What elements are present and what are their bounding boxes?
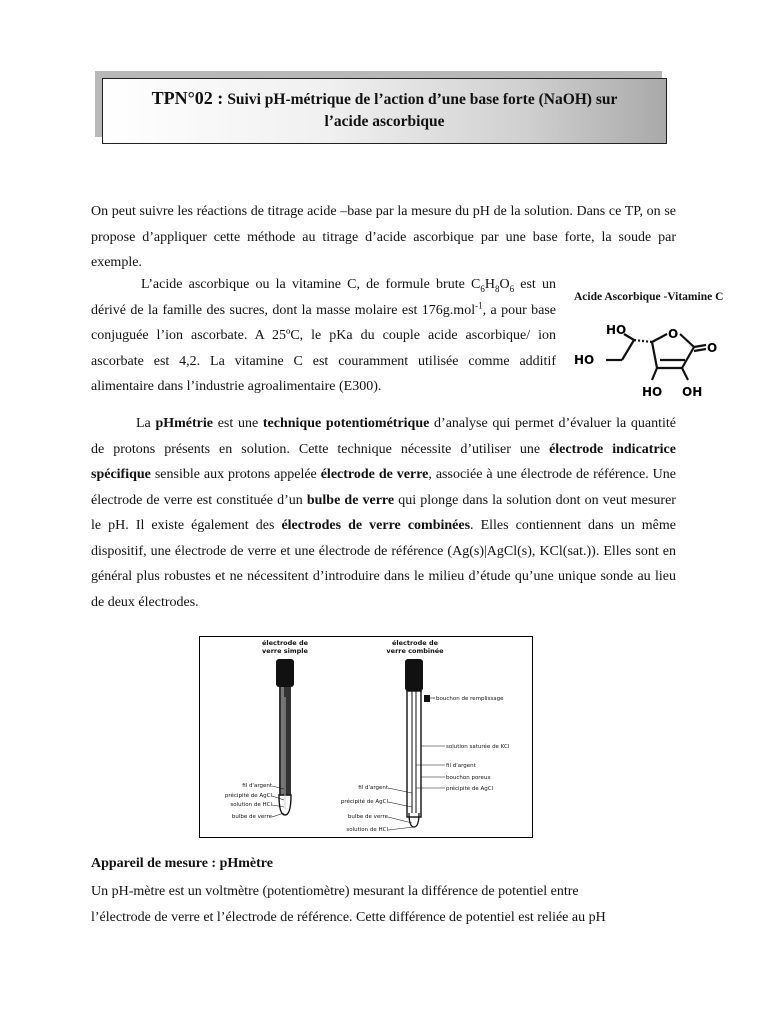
formula-text-a: L’acide ascorbique ou la vitamine C, de formule brute C	[141, 277, 481, 292]
simple-title-2: verre simple	[262, 647, 308, 655]
bold-term: électrode indicatrice spécifique	[91, 441, 676, 482]
mol-oh-right: OH	[682, 385, 703, 399]
label-agcl-1: précipité de AgCl	[224, 793, 272, 799]
formula-h: H	[484, 277, 495, 292]
formula-sub-o: 6	[509, 283, 515, 294]
text-segment: sensible aux protons appelée	[150, 467, 321, 482]
text-segment: d’analyse qui permet d’évaluer la quantité de protons présents en solution. Cette technique nécessite d’utiliser une	[91, 416, 677, 457]
combined-title-2: verre combinée	[386, 647, 444, 655]
section-heading: Appareil de mesure : pHmètre	[91, 856, 273, 871]
formula-text-c: , a pour base conjuguée l’ion ascorbate. A 25ºC, le pKa du couple acide ascorbique/ ion ascorbate est 4,2. La vitamine C est couramment utilisée comme additif alimentaire dans l’industrie agroalimentaire (E300).	[91, 302, 556, 394]
text-segment: La	[136, 416, 156, 431]
title-number: TPN°02 :	[151, 88, 224, 108]
title-text: Suivi pH-métrique de l’action d’une base forte (NaOH) sur	[227, 91, 618, 108]
label-agcl-3: précipité de AgCl	[446, 786, 494, 792]
text-segment: . Elles contiennent dans un même dispositif, une électrode de verre et une électrode de référence (Ag(s)|AgCl(s), KCl(sat.)). Elles sont en général plus robustes et ne nécessitent d’introduire dans le milieu d’étude qu’une unique sonde au lieu de deux électrodes.	[91, 518, 676, 610]
bold-term: électrodes de verre combinées	[281, 518, 471, 533]
phmeter-line-1: Un pH-mètre est un voltmètre (potentiomètre) mesurant la différence de potentiel entre	[91, 884, 579, 899]
mol-ho-top: HO	[606, 323, 627, 337]
phmeter-line-2: l’électrode de verre et l’électrode de référence. Cette différence de potentiel est reliée au pH	[91, 910, 606, 925]
bold-term: technique potentiométrique	[262, 416, 430, 431]
mol-o-keto: O	[707, 341, 718, 355]
ascorbic-acid-structure	[572, 312, 722, 402]
label-filling-plug: bouchon de remplissage	[436, 696, 504, 702]
label-kcl: solution saturée de KCl	[446, 744, 510, 750]
label-hcl-2: solution de HCl	[346, 827, 388, 833]
title-text-line2: l’acide ascorbique	[324, 113, 445, 130]
combined-electrode	[405, 659, 430, 827]
mol-o-ring: O	[668, 327, 679, 341]
phmeter-paragraph	[91, 879, 676, 931]
label-hcl-1: solution de HCl	[230, 802, 272, 808]
label-bulb-1: bulbe de verre	[231, 814, 272, 820]
electrode-figure	[199, 636, 533, 838]
formula-text-b: est un dérivé de la famille des sucres, dont la masse molaire est 176g.mol	[91, 277, 556, 318]
label-silver-wire-3: fil d'argent	[446, 763, 476, 769]
formula-o: O	[499, 277, 510, 292]
label-porous-plug: bouchon poreux	[446, 775, 491, 781]
label-bulb-2: bulbe de verre	[347, 814, 388, 820]
bold-term: bulbe de verre	[306, 492, 395, 508]
label-agcl-2: précipité de AgCl	[340, 799, 388, 805]
label-silver-wire-1: fil d'argent	[242, 783, 272, 789]
bold-term: électrode de verre	[320, 467, 429, 482]
text-segment: est une	[213, 416, 263, 431]
ascorbic-paragraph	[91, 272, 556, 400]
molecule-title: Acide Ascorbique -Vitamine C	[574, 291, 724, 303]
text-segment: qui plonge dans la solution dont on veut mesurer le pH. Il existe également des	[91, 492, 676, 533]
phmetry-paragraph	[91, 411, 676, 615]
title-box	[102, 78, 667, 144]
mol-ho-left: HO	[574, 353, 595, 367]
bold-term: pHmétrie	[155, 416, 213, 431]
formula-sub-c: 6	[480, 283, 485, 294]
simple-title-1: électrode de	[261, 639, 309, 647]
combined-title-1: électrode de	[391, 639, 439, 647]
mol-oh-left: HO	[642, 385, 663, 399]
molar-unit-sup: -1	[475, 299, 483, 310]
simple-electrode	[276, 659, 294, 815]
label-silver-wire-2: fil d'argent	[358, 785, 388, 791]
text-segment: , associée à une électrode de référence. Une électrode de verre est constituée d’un	[91, 467, 677, 508]
formula-sub-h: 8	[494, 283, 500, 294]
intro-paragraph: On peut suivre les réactions de titrage acide –base par la mesure du pH de la solution. Dans ce TP, on se propose d’appliquer cette méthode au titrage d’acide ascorbique par une base forte, la soude par exemple.	[91, 204, 676, 270]
